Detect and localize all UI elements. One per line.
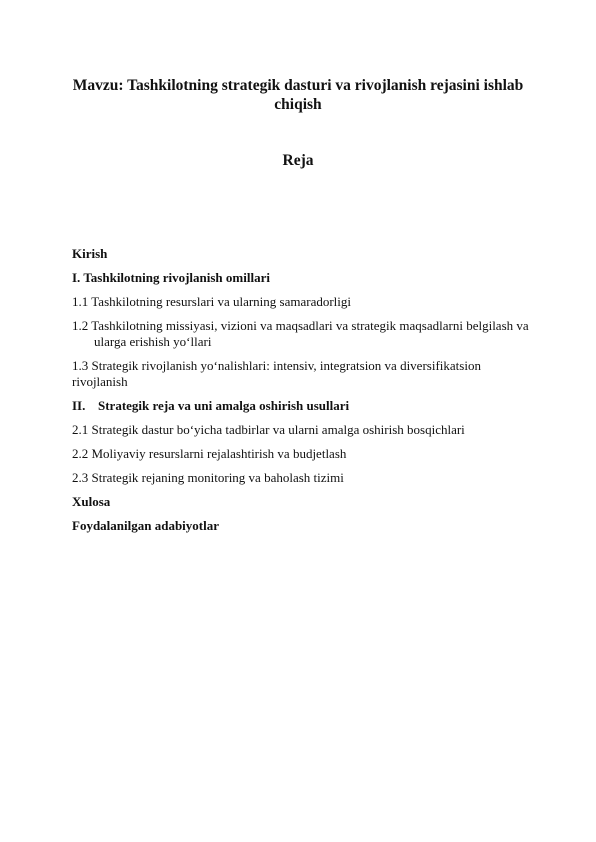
plan-heading: Reja (282, 152, 314, 169)
toc-item-1-3: 1.3 Strategik rivojlanish yo‘nalishlari: intensiv, integratsion va diversifikatsion rivojlanish (72, 358, 481, 389)
toc-references: Foydalanilgan adabiyotlar (72, 518, 219, 533)
toc-item-2-3: 2.3 Strategik rejaning monitoring va baholash tizimi (72, 470, 344, 485)
toc-section-2 (72, 398, 532, 414)
toc-conclusion: Xulosa (72, 494, 111, 509)
toc-item-1-1: 1.1 Tashkilotning resurslari va ularning samaradorligi (72, 294, 352, 309)
toc-item-1-2: 1.2 Tashkilotning missiyasi, vizioni va maqsadlari va strategik maqsadlarni belgilash va ularga erishish yo‘llari (72, 318, 529, 349)
table-of-contents (72, 246, 532, 534)
toc-section-2-number: II. (72, 398, 86, 413)
toc-item-2-1: 2.1 Strategik dastur bo‘yicha tadbirlar va ularni amalga oshirish bosqichlari (72, 422, 465, 437)
toc-section-1: I. Tashkilotning rivojlanish omillari (72, 270, 270, 285)
document-title: Mavzu: Tashkilotning strategik dasturi va rivojlanish rejasini ishlab chiqish (72, 77, 524, 113)
toc-item-2-2: 2.2 Moliyaviy resurslarni rejalashtirish va budjetlash (72, 446, 347, 461)
toc-intro: Kirish (72, 246, 108, 261)
toc-section-2-title: Strategik reja va uni amalga oshirish usullari (98, 398, 350, 413)
